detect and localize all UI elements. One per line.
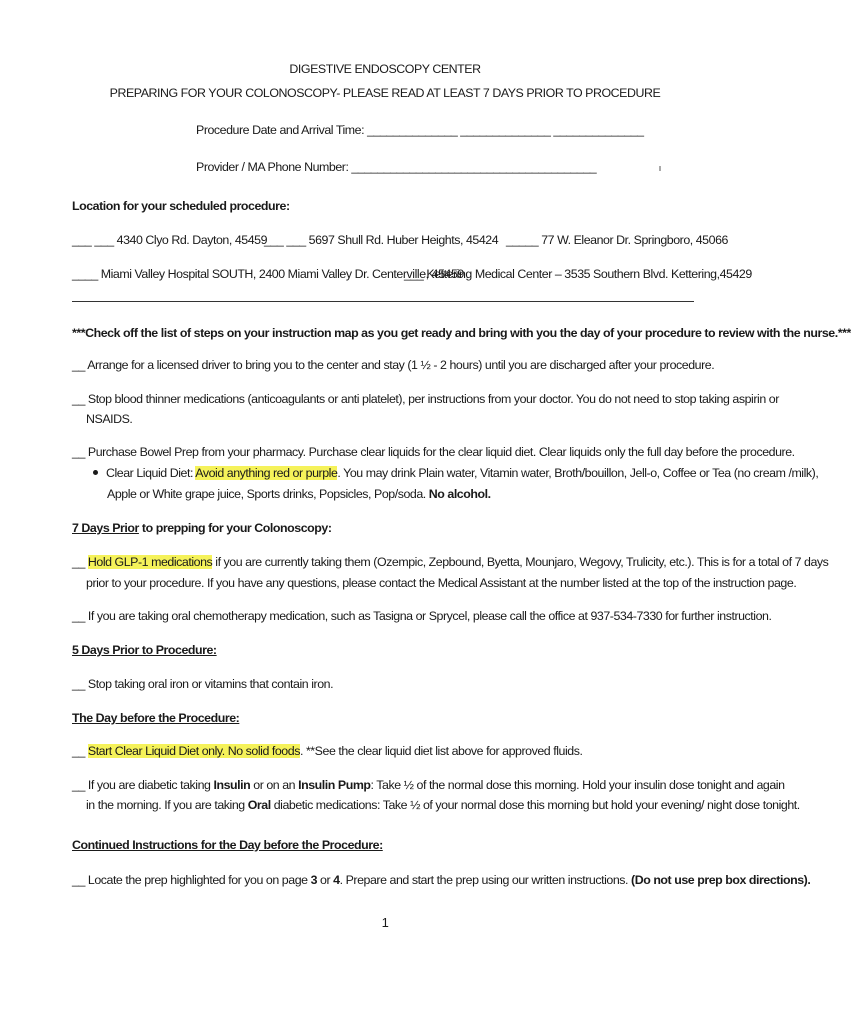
scan-speck (659, 166, 661, 171)
seven-days-heading: 7 Days Prior to prepping for your Colonoscopy: (72, 521, 332, 535)
item-hold-glp1-cont: prior to your procedure. If you have any questions, please contact the Medical Assistant at the number listed at the top of the instruction page. (86, 576, 797, 590)
document-subtitle: PREPARING FOR YOUR COLONOSCOPY- PLEASE READ AT LEAST 7 DAYS PRIOR TO PROCEDURE (109, 86, 661, 100)
item-hold-glp1: __ Hold GLP-1 medications if you are currently taking them (Ozempic, Zepbound, Byetta, Mounjaro, Wegovy, Trulicity, etc.). This is for a total of 7 days (72, 555, 829, 569)
location-clyo: ___ ___ 4340 Clyo Rd. Dayton, 45459 (72, 233, 268, 247)
item-diabetic-insulin: __ If you are diabetic taking Insulin or on an Insulin Pump: Take ½ of the normal dose this morning. Hold your insulin dose tonight and again (72, 778, 785, 792)
provider-phone-field: Provider / MA Phone Number: ______________________________________ (196, 160, 597, 174)
page-number: 1 (381, 915, 389, 930)
item-stop-iron: __ Stop taking oral iron or vitamins that contain iron. (72, 677, 334, 691)
location-miami-valley-south: ____ Miami Valley Hospital SOUTH, 2400 Miami Valley Dr. Centerville, 45459 (72, 267, 464, 281)
highlight-hold-glp1: Hold GLP-1 medications (87, 555, 213, 569)
instruction-note: ***Check off the list of steps on your instruction map as you get ready and bring with you the day of your procedure to review with the nurse.*** (72, 326, 851, 340)
location-huber-heights: ___ ___ 5697 Shull Rd. Huber Heights, 45424 (264, 233, 499, 247)
clear-liquid-diet-bullet: Clear Liquid Diet: Avoid anything red or purple. You may drink Plain water, Vitamin water, Broth/bouillon, Jell-o, Coffee or Tea (no cream /milk), (93, 465, 818, 481)
location-springboro: _____ 77 W. Eleanor Dr. Springboro, 45066 (506, 233, 728, 247)
center-name: DIGESTIVE ENDOSCOPY CENTER (289, 62, 481, 76)
item-blood-thinner-cont: NSAIDS. (86, 412, 133, 426)
item-clear-liquid-diet: __ Start Clear Liquid Diet only. No solid foods. **See the clear liquid diet list above for approved fluids. (72, 744, 583, 758)
bullet-icon (93, 470, 98, 475)
section-divider (72, 301, 694, 302)
locations-heading: Location for your scheduled procedure: (72, 199, 290, 213)
highlight-avoid-red-purple: Avoid anything red or purple (195, 466, 338, 480)
item-locate-prep: __ Locate the prep highlighted for you on page 3 or 4. Prepare and start the prep using our written instructions. (Do not use prep box directions). (72, 873, 811, 887)
continued-heading: Continued Instructions for the Day before the Procedure: (72, 838, 383, 852)
procedure-date-field: Procedure Date and Arrival Time: ______________ ______________ ______________ (196, 123, 644, 137)
no-alcohol: No alcohol. (428, 487, 491, 501)
item-driver: __ Arrange for a licensed driver to bring you to the center and stay (1 ½ - 2 hours) until you are discharged after your procedure. (72, 358, 715, 372)
highlight-clear-liquid-only: Start Clear Liquid Diet only. No solid foods (87, 744, 300, 758)
location-kettering: ___ Kettering Medical Center – 3535 Southern Blvd. Kettering,45429 (404, 267, 752, 281)
item-blood-thinner: __ Stop blood thinner medications (anticoagulants or anti platelet), per instructions from your doctor. You do not need to stop taking aspirin or (72, 392, 779, 406)
item-purchase-prep: __ Purchase Bowel Prep from your pharmacy. Purchase clear liquids for the clear liquid diet. Clear liquids only the full day before the procedure. (72, 445, 795, 459)
clear-liquid-diet-cont: Apple or White grape juice, Sports drinks, Popsicles, Pop/soda. No alcohol. (107, 487, 491, 501)
day-before-heading: The Day before the Procedure: (72, 711, 240, 725)
item-chemotherapy: __ If you are taking oral chemotherapy medication, such as Tasigna or Sprycel, please call the office at 937-534-7330 for further instruction. (72, 609, 772, 623)
five-days-heading: 5 Days Prior to Procedure: (72, 643, 217, 657)
item-diabetic-oral: in the morning. If you are taking Oral diabetic medications: Take ½ of your normal dose this morning but hold your evening/ night dose tonight. (86, 798, 800, 812)
